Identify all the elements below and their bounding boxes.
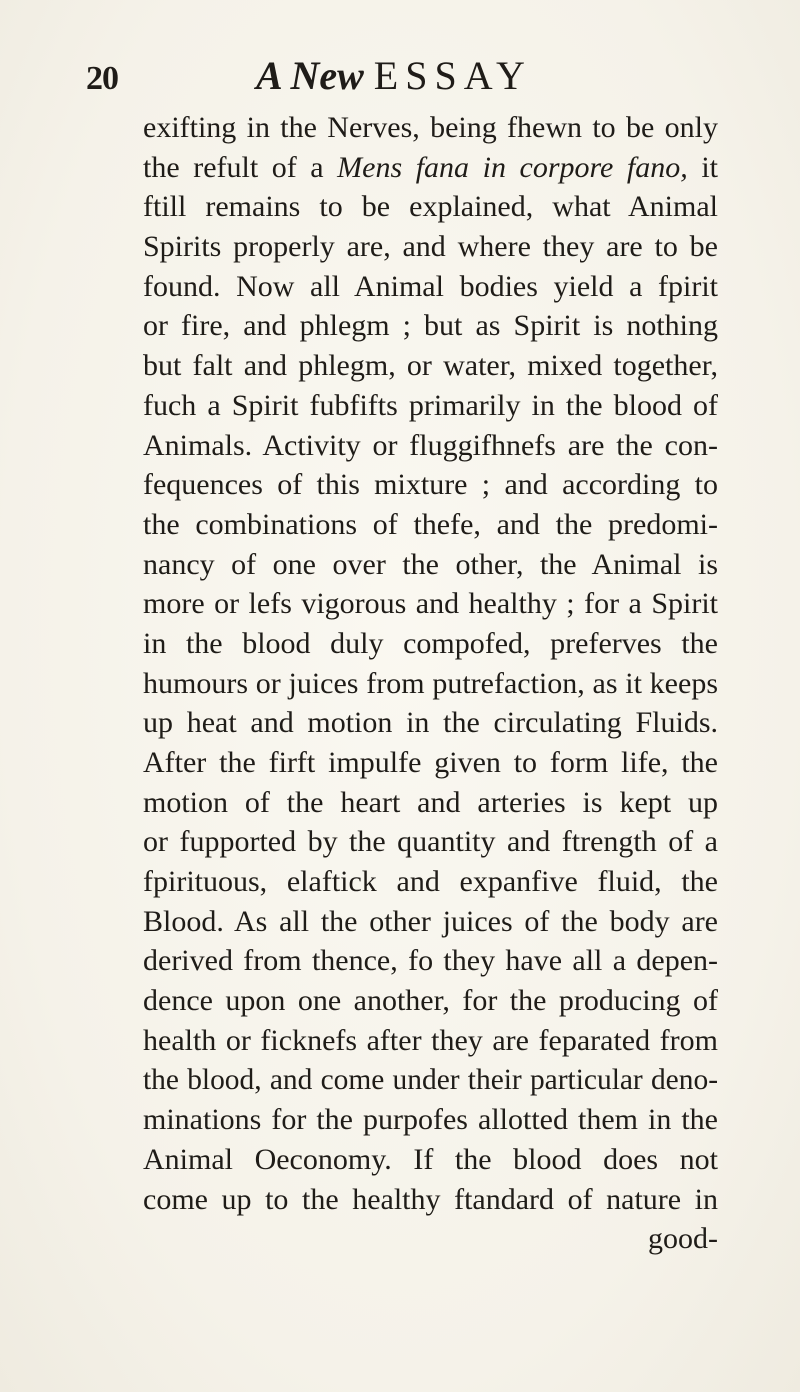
text-line: but falt and phlegm, or water, mixed together, [143,349,718,383]
text-line: nancy of one over the other, the Animal is [143,547,718,581]
text-line: in the blood duly compofed, preferves the [143,626,718,660]
text-line: Blood. As all the other juices of the body are [143,904,718,938]
page-header [86,52,726,104]
text-line: Animal Oeconomy. If the blood does not [143,1142,718,1176]
running-title [256,52,532,99]
text-line [143,148,718,188]
text-line: more or lefs vigorous and healthy ; for a Spirit [143,587,718,621]
text-line: found. Now all Animal bodies yield a fpirit [143,269,718,303]
text-line: Spirits properly are, and where they are to be [143,230,718,264]
text-line: fequences of this mixture ; and according to [143,468,718,502]
body-text [143,108,718,1259]
running-title-caps: ESSAY [373,53,532,98]
text-line: fpirituous, elaftick and expanfive fluid, the [143,865,718,899]
text-line: Animals. Activity or fluggifhnefs are the con- [143,428,718,462]
text-segment: the refult of a [143,150,338,184]
latin-phrase: Mens fana in corpore fano, [337,150,688,184]
text-line: dence upon one another, for the producing of [143,984,718,1018]
text-line: the combinations of thefe, and the predomi- [143,507,718,541]
text-segment: it [687,150,719,184]
text-line: ftill remains to be explained, what Animal [143,190,718,224]
text-line: derived from thence, fo they have all a depen- [143,944,718,978]
text-line: humours or juices from putrefaction, as it keeps [143,666,718,700]
text-line: exifting in the Nerves, being fhewn to be only [143,111,718,144]
text-line: fuch a Spirit fubfifts primarily in the blood of [143,388,718,422]
text-line: or fupported by the quantity and ftrength of a [143,825,718,859]
text-line: motion of the heart and arteries is kept up [143,785,718,819]
text-line: or fire, and phlegm ; but as Spirit is nothing [143,309,718,343]
running-title-italic: A New [256,53,364,98]
text-line: minations for the purpofes allotted them in the [143,1103,718,1137]
page-number: 20 [86,60,118,97]
text-line: come up to the healthy ftandard of nature in [143,1182,718,1216]
text-line: up heat and motion in the circulating Fluids. [143,706,718,740]
text-line: After the firft impulfe given to form life, the [143,746,718,779]
text-line: the blood, and come under their particular deno- [143,1063,718,1096]
text-line: health or ficknefs after they are feparated from [143,1023,718,1057]
catchword: good- [648,1222,718,1256]
